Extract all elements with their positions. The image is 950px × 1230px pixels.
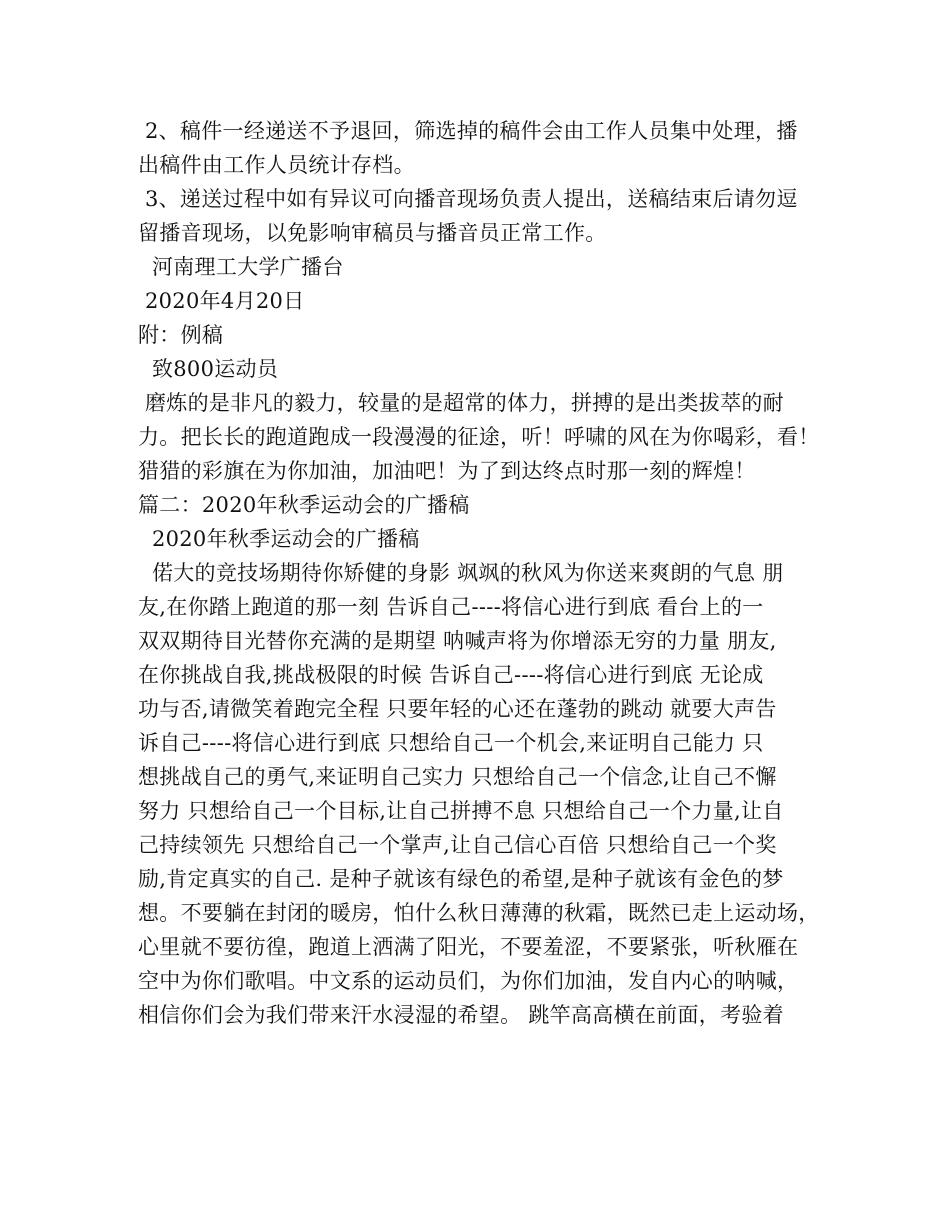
text-line: 偌大的竞技场期待你矫健的身影 飒飒的秋风为你送来爽朗的气息 朋 <box>138 561 784 585</box>
text-line: 双双期待目光替你充满的是期望 呐喊声将为你增添无穷的力量 朋友, <box>138 629 777 653</box>
text-line: 想。不要躺在封闭的暖房，怕什么秋日薄薄的秋霜，既然已走上运动场， <box>138 901 820 925</box>
text-line: 功与否,请微笑着跑完全程 只要年轻的心还在蓬勃的跳动 就要大声告 <box>138 697 777 721</box>
signature-date: 2020年4月20日 <box>138 289 305 313</box>
text-line: 友,在你踏上跑道的那一刻 告诉自己----将信心进行到底 看台上的一 <box>138 595 764 619</box>
text-line: 力。把长长的跑道跑成一段漫漫的征途，听！呼啸的风在为你喝彩，看！ <box>138 425 820 449</box>
example-title: 致800运动员 <box>138 357 279 381</box>
signature-organization: 河南理工大学广播台 <box>138 255 344 279</box>
text-line: 努力 只想给自己一个目标,让自己拼搏不息 只想给自己一个力量,让自 <box>138 799 784 823</box>
text-line: 磨炼的是非凡的毅力，较量的是超常的体力，拼搏的是出类拔萃的耐 <box>138 391 784 415</box>
text-line: 猎猎的彩旗在为你加油，加油吧！为了到达终点时那一刻的辉煌！ <box>138 459 756 483</box>
text-line: 想挑战自己的勇气,来证明自己实力 只想给自己一个信念,让自己不懈 <box>138 765 777 789</box>
text-line: 心里就不要彷徨，跑道上洒满了阳光，不要羞涩，不要紧张，听秋雁在 <box>138 935 799 959</box>
section-title: 2020年秋季运动会的广播稿 <box>138 527 420 551</box>
text-line: 在你挑战自我,挑战极限的时候 告诉自己----将信心进行到底 无论成 <box>138 663 764 687</box>
text-line: 励,肯定真实的自己. 是种子就该有绿色的希望,是种子就该有金色的梦 <box>138 867 784 891</box>
appendix-heading: 附：例稿 <box>138 323 224 347</box>
text-line: 相信你们会为我们带来汗水浸湿的希望。 跳竿高高横在前面，考验着 <box>138 1003 784 1027</box>
text-line: 诉自己----将信心进行到底 只想给自己一个机会,来证明自己能力 只 <box>138 731 764 755</box>
text-line: 己持续领先 只想给自己一个掌声,让自己信心百倍 只想给自己一个奖 <box>138 833 777 857</box>
document-page <box>138 114 818 1032</box>
text-line: 3、递送过程中如有异议可向播音现场负责人提出，送稿结束后请勿逗 <box>138 187 798 211</box>
text-line: 出稿件由工作人员统计存档。 <box>138 153 415 177</box>
text-line: 空中为你们歌唱。中文系的运动员们，为你们加油，发自内心的呐喊， <box>138 969 799 993</box>
text-line: 2、稿件一经递送不予退回，筛选掉的稿件会由工作人员集中处理，播 <box>138 119 798 143</box>
text-line: 留播音现场，以免影响审稿员与播音员正常工作。 <box>138 221 607 245</box>
section-heading: 篇二：2020年秋季运动会的广播稿 <box>138 493 470 517</box>
